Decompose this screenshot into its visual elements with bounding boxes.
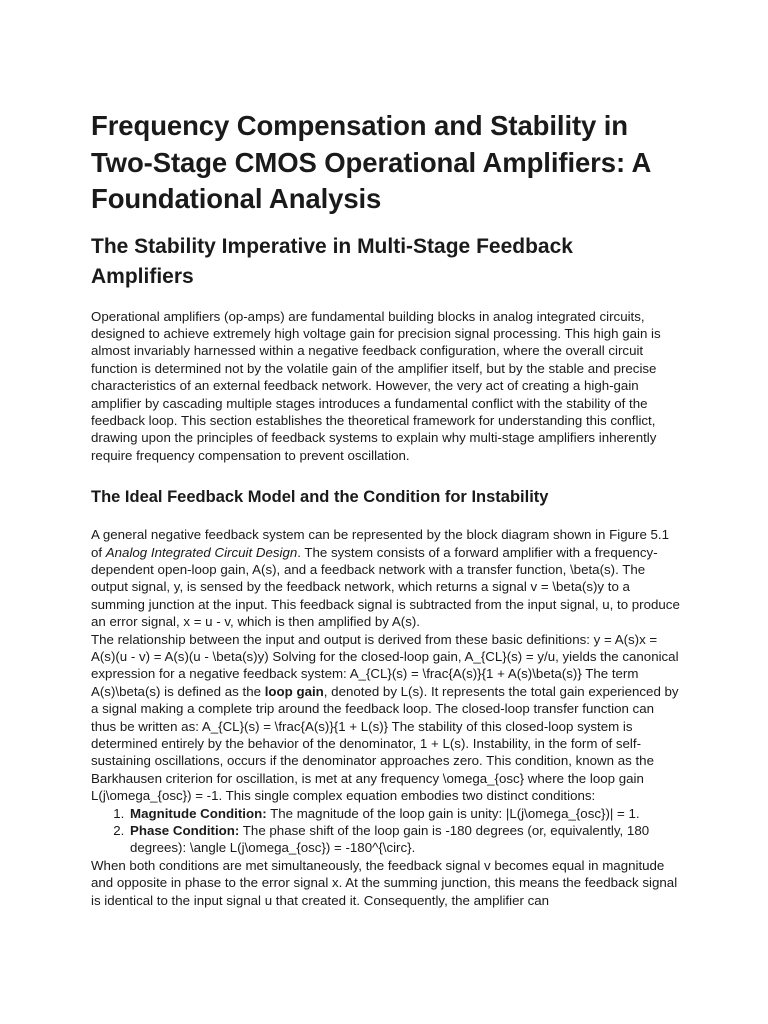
paragraph-text: A general negative feedback system can be represented by the block diagram shown in Figure 5.1 of xyxy=(91,527,670,560)
condition-label: Magnitude Condition: xyxy=(130,805,267,821)
condition-text: The phase shift of the loop gain is -180 degrees (or, equivalently, 180 degrees): \angle L(j\omega_{osc}) = -180^{\circ}. xyxy=(130,823,650,856)
list-item xyxy=(128,822,680,857)
intro-paragraph: Operational amplifiers (op-amps) are fundamental building blocks in analog integrated circuits, designed to achieve extremely high voltage gain for precision signal processing. This high gain is almost invariably harnessed within a negative feedback configuration, where the overall circuit function is determined not by the volatile gain of the amplifier itself, but by the stable and precise characteristics of an external feedback network. However, the very act of creating a high-gain amplifier by cascading multiple stages introduces a fundamental conflict with the stability of the feedback loop. This section establishes the theoretical framework for understanding this conflict, drawing upon the principles of feedback systems to explain why multi-stage amplifiers inherently require frequency compensation to prevent oscillation. xyxy=(91,308,661,463)
condition-text: The magnitude of the loop gain is unity: |L(j\omega_{osc})| = 1. xyxy=(266,805,640,821)
condition-label: Phase Condition: xyxy=(130,823,240,839)
loop-gain-term: loop gain xyxy=(264,683,324,699)
subsection-heading: The Ideal Feedback Model and the Condition for Instability xyxy=(91,488,549,507)
conditions-list xyxy=(91,805,680,857)
paragraph-closed-loop-gain xyxy=(91,631,680,805)
list-item xyxy=(128,805,680,822)
paragraph-oscillation: When both conditions are met simultaneously, the feedback signal v becomes equal in magnitude and opposite in phase to the error signal x. At the summing junction, this means the feedback signal is identical to the input signal u that created it. Consequently, the amplifier can xyxy=(91,857,678,908)
document-title: Frequency Compensation and Stability in Two-Stage CMOS Operational Amplifiers: A Foundational Analysis xyxy=(91,110,651,214)
section-heading: The Stability Imperative in Multi-Stage Feedback Amplifiers xyxy=(91,234,573,288)
paragraph-feedback-model xyxy=(91,526,680,630)
paragraph-text: . The system consists of a forward amplifier with a frequency-dependent open-loop gain, A(s), and a feedback network with a transfer function, \beta(s). The output signal, y, is sensed by the feedback network, which returns a signal v = \beta(s)y to a summing junction at the input. This feedback signal is subtracted from the input signal, u, to produce an error signal, x = u - v, which is then amplified by A(s). xyxy=(91,544,680,630)
paragraph-text: The relationship between the input and output is derived from these basic definitions: y = A(s)x = A(s)(u - v) = A(s)(u - \beta(s)y) Solving for the closed-loop gain, A_{CL}(s) = y/u, yields the canonical expression for a negative feedback system: A_{CL}(s) = \frac{A(s)}{1 + A(s)\beta(s)} The term A(s)\beta(s) is defined as the xyxy=(91,631,679,699)
book-title-reference: Analog Integrated Circuit Design xyxy=(105,544,298,560)
paragraph-text: , denoted by L(s). It represents the total gain experienced by a signal making a complete trip around the feedback loop. The closed-loop transfer function can thus be written as: A_{CL}(s) = \frac{A(s)}{1 + L(s)} The stability of this closed-loop system is determined entirely by the behavior of the denominator, 1 + L(s). Instability, in the form of self-sustaining oscillations, occurs if the denominator approaches zero. This condition, known as the Barkhausen criterion for oscillation, is met at any frequency \omega_{osc} where the loop gain L(j\omega_{osc}) = -1. This single complex equation embodies two distinct conditions: xyxy=(91,683,679,804)
